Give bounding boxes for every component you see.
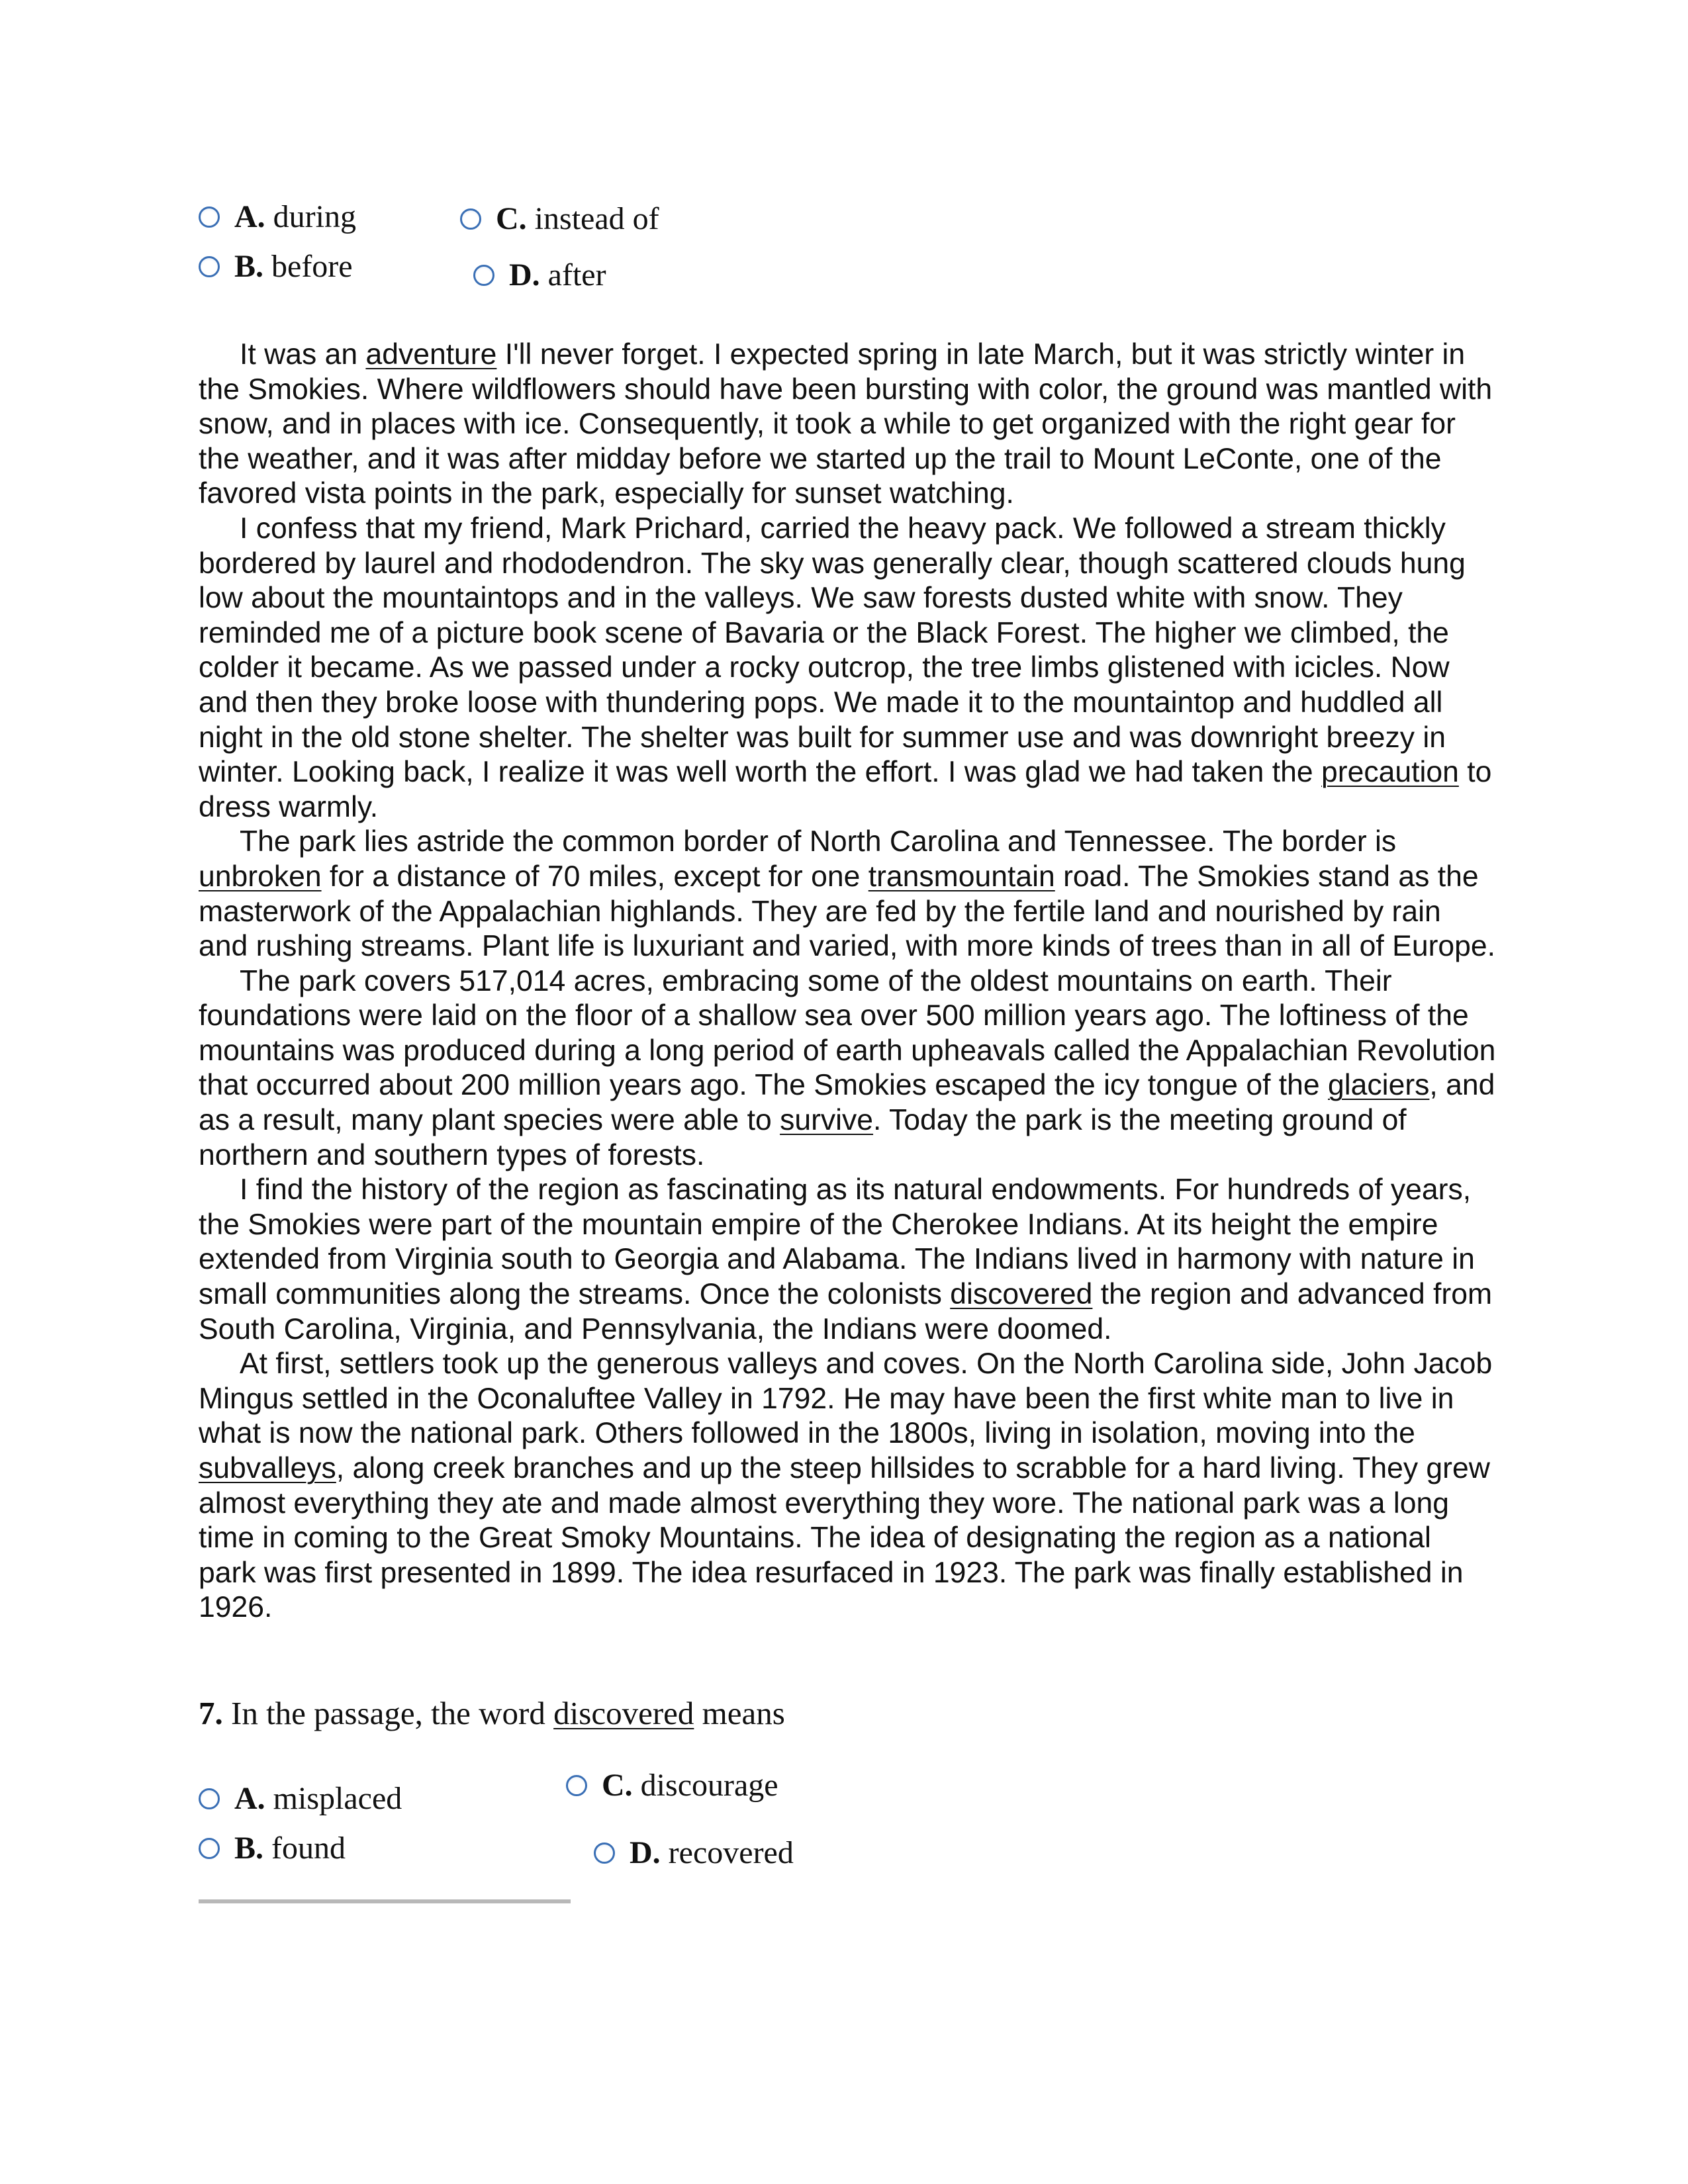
text-run: The park covers 517,014 acres, embracing some of the oldest mountains on earth. Their foundations were laid on the floor of a shallow sea over 500 million years ago. The loftiness of the mountains was produced during a long period of earth upheavals called the Appalachian Revolution that occurred about 200 million years ago. The Smokies escaped the icy tongue of the [199, 964, 1496, 1102]
radio-button-icon[interactable] [460, 208, 481, 230]
prompt-text: means [694, 1695, 785, 1731]
option-letter: D. [630, 1835, 661, 1870]
radio-button-icon[interactable] [199, 1788, 220, 1809]
prev-option-a[interactable] [199, 199, 356, 235]
option-letter: C. [496, 201, 527, 236]
radio-button-icon[interactable] [566, 1775, 587, 1796]
q7-option-d[interactable] [594, 1835, 794, 1871]
option-text: misplaced [273, 1781, 402, 1816]
text-run: to dress warmly. [199, 756, 1492, 823]
option-text: found [271, 1831, 346, 1866]
reading-passage [199, 338, 1496, 1625]
text-run: I'll never forget. I expected spring in late March, but it was strictly winter in the Smokies. Where wildflowers should have been bursting with color, the ground was mantled with snow, and in places with ice. Consequently, it took a while to get organized with the right gear for the weather, and it was after midday before we started up the trail to Mount LeConte, one of the favored vista points in the park, especially for sunset watching. [199, 338, 1493, 510]
option-text: before [271, 249, 353, 284]
q7-option-c[interactable] [566, 1767, 778, 1803]
text-run: It was an [240, 338, 366, 371]
option-letter: A. [234, 199, 265, 234]
option-text: recovered [668, 1835, 794, 1870]
passage-paragraph-6 [199, 1347, 1496, 1625]
underlined-word: transmountain [868, 860, 1055, 893]
prev-option-c[interactable] [460, 201, 659, 237]
text-run: the region and advanced from South Carolina, Virginia, and Pennsylvania, the Indians were doomed. [199, 1278, 1493, 1345]
passage-paragraph-4 [199, 964, 1496, 1173]
text-run: road. The Smokies stand as the masterwork of the Appalachian highlands. They are fed by the fertile land and nourished by rain and rushing streams. Plant life is luxuriant and varied, with more kinds of trees than in all of Europe. [199, 860, 1495, 963]
question-7-prompt [199, 1694, 785, 1732]
option-letter: C. [602, 1768, 633, 1803]
underlined-word: subvalleys [199, 1452, 336, 1484]
text-run: , and as a result, many plant species were able to [199, 1069, 1495, 1137]
q7-option-a[interactable] [199, 1780, 402, 1817]
radio-button-icon[interactable] [594, 1843, 615, 1864]
underlined-word: precaution [1321, 756, 1459, 789]
text-run: I find the history of the region as fascinating as its natural endowments. For hundreds of years, the Smokies were part of the mountain empire of the Cherokee Indians. At its height the empire extended from Virginia south to Georgia and Alabama. The Indians lived in harmony with nature in small communities along the streams. Once the colonists [199, 1173, 1475, 1311]
radio-button-icon[interactable] [199, 206, 220, 228]
option-text: discourage [640, 1768, 778, 1803]
text-run: for a distance of 70 miles, except for one [321, 860, 868, 893]
question-number: 7. [199, 1695, 223, 1731]
passage-paragraph-2 [199, 512, 1496, 825]
passage-paragraph-5 [199, 1173, 1496, 1347]
prompt-keyword: discovered [553, 1695, 694, 1731]
text-run: , along creek branches and up the steep hillsides to scrabble for a hard living. They grew almost everything they ate and made almost everything they wore. The national park was a long time in coming to the Great Smoky Mountains. The idea of designating the region as a national park was first presented in 1899. The idea resurfaced in 1923. The park was finally established in 1926. [199, 1452, 1490, 1624]
radio-button-icon[interactable] [199, 256, 220, 277]
radio-button-icon[interactable] [199, 1838, 220, 1859]
option-letter: A. [234, 1781, 265, 1816]
section-divider [199, 1899, 571, 1903]
underlined-word: discovered [950, 1278, 1093, 1311]
prev-option-d[interactable] [473, 257, 606, 293]
passage-paragraph-3 [199, 825, 1496, 964]
q7-option-b[interactable] [199, 1830, 346, 1866]
option-letter: D. [509, 257, 540, 293]
text-run: The park lies astride the common border of North Carolina and Tennessee. The border is [240, 825, 1397, 858]
option-text: after [547, 257, 606, 293]
radio-button-icon[interactable] [473, 265, 494, 286]
underlined-word: unbroken [199, 860, 322, 893]
prev-option-b[interactable] [199, 248, 353, 285]
prompt-text: In the passage, the word [222, 1695, 554, 1731]
underlined-word: glaciers [1328, 1069, 1430, 1102]
option-letter: B. [234, 1831, 264, 1866]
option-text: instead of [534, 201, 659, 236]
passage-paragraph-1 [199, 338, 1496, 512]
option-letter: B. [234, 249, 264, 284]
text-run: At first, settlers took up the generous valleys and coves. On the North Carolina side, John Jacob Mingus settled in the Oconaluftee Valley in 1792. He may have been the first white man to live in what is now the national park. Others followed in the 1800s, living in isolation, moving into the [199, 1347, 1493, 1450]
underlined-word: adventure [365, 338, 497, 371]
underlined-word: survive [780, 1104, 874, 1137]
text-run: I confess that my friend, Mark Prichard, carried the heavy pack. We followed a stream thickly bordered by laurel and rhododendron. The sky was generally clear, though scattered clouds hung low about the mountaintops and in the valleys. We saw forests dusted white with snow. They reminded me of a picture book scene of Bavaria or the Black Forest. The higher we climbed, the colder it became. As we passed under a rocky outcrop, the tree limbs glistened with icicles. Now and then they broke loose with thundering pops. We made it to the mountaintop and huddled all night in the old stone shelter. The shelter was built for summer use and was downright breezy in winter. Looking back, I realize it was well worth the effort. I was glad we had taken the [199, 512, 1466, 789]
option-text: during [273, 199, 356, 234]
text-run: . Today the park is the meeting ground of northern and southern types of forests. [199, 1104, 1407, 1171]
